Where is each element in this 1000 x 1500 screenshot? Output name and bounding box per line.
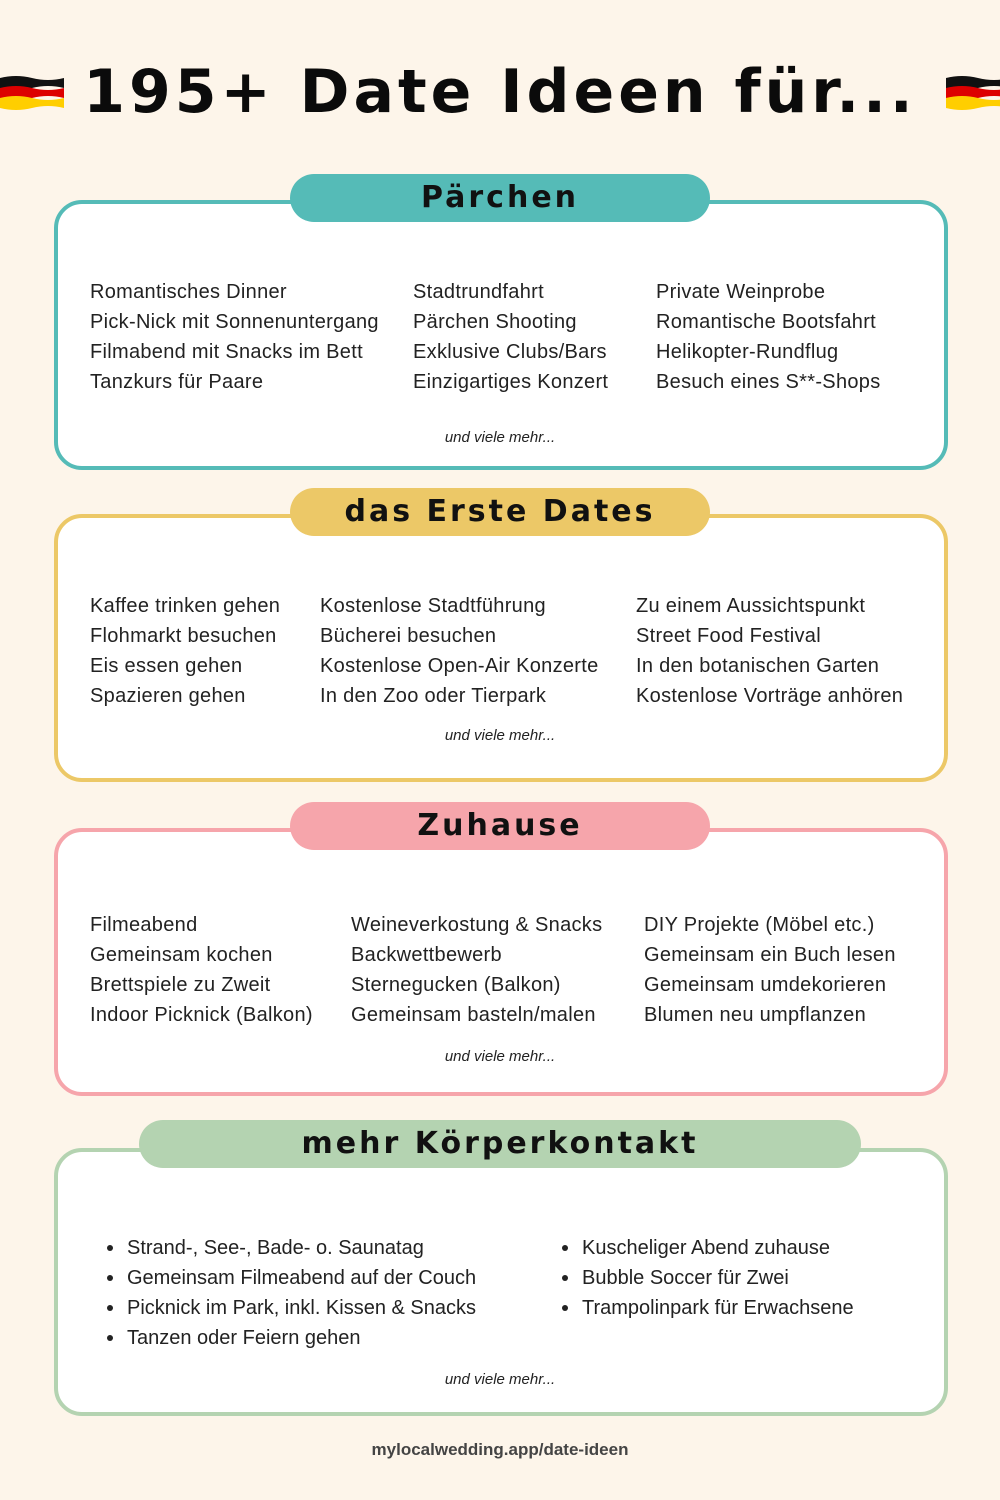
bullet-item: Kuscheliger Abend zuhause xyxy=(582,1233,830,1263)
more-label: und viele mehr... xyxy=(444,429,556,446)
list-item: Eis essen gehen xyxy=(90,655,243,677)
footer-url[interactable]: mylocalwedding.app/date-ideen xyxy=(371,1440,629,1459)
list-item: Romantische Bootsfahrt xyxy=(656,311,877,333)
bullet-item: Strand-, See-, Bade- o. Saunatag xyxy=(127,1233,424,1263)
section-title-paerchen: Pärchen xyxy=(290,174,710,222)
section-title-erste-dates: das Erste Dates xyxy=(290,488,710,536)
list-item: Kaffee trinken gehen xyxy=(90,595,281,617)
list-item: Sternegucken (Balkon) xyxy=(351,974,561,996)
list-item: Besuch eines S**-Shops xyxy=(656,371,881,393)
list-item: In den botanischen Garten xyxy=(636,655,880,677)
list-item: Blumen neu umpflanzen xyxy=(644,1004,866,1026)
bullet-item: Tanzen oder Feiern gehen xyxy=(127,1323,361,1353)
list-item: Helikopter-Rundflug xyxy=(656,341,839,363)
list-item: Exklusive Clubs/Bars xyxy=(413,341,607,363)
list-item: Pärchen Shooting xyxy=(413,311,577,333)
list-item: Indoor Picknick (Balkon) xyxy=(90,1004,313,1026)
list-item: Gemeinsam kochen xyxy=(90,944,273,966)
section-title-koerperkontakt: mehr Körperkontakt xyxy=(139,1120,861,1168)
list-item: Stadtrundfahrt xyxy=(413,281,544,303)
list-item: Gemeinsam basteln/malen xyxy=(351,1004,596,1026)
list-item: Private Weinprobe xyxy=(656,281,826,303)
more-label: und viele mehr... xyxy=(444,1371,556,1388)
list-item: Backwettbewerb xyxy=(351,944,502,966)
list-item: Gemeinsam umdekorieren xyxy=(644,974,887,996)
bullet-item: Bubble Soccer für Zwei xyxy=(582,1263,789,1293)
more-label: und viele mehr... xyxy=(444,1048,556,1065)
more-label: und viele mehr... xyxy=(444,727,556,744)
list-item: Kostenlose Open-Air Konzerte xyxy=(320,655,599,677)
list-item: Weineverkostung & Snacks xyxy=(351,914,603,936)
list-item: Filmeabend xyxy=(90,914,198,936)
list-item: Einzigartiges Konzert xyxy=(413,371,609,393)
page-title: 195+ Date Ideen für... xyxy=(83,57,917,127)
list-item: Brettspiele zu Zweit xyxy=(90,974,271,996)
list-item: In den Zoo oder Tierpark xyxy=(320,685,547,707)
list-item: Pick-Nick mit Sonnenuntergang xyxy=(90,311,379,333)
list-item: DIY Projekte (Möbel etc.) xyxy=(644,914,875,936)
bullet-item: Trampolinpark für Erwachsene xyxy=(582,1293,854,1323)
bullet-item: Gemeinsam Filmeabend auf der Couch xyxy=(127,1263,476,1293)
bullet-item: Picknick im Park, inkl. Kissen & Snacks xyxy=(127,1293,476,1323)
list-item: Bücherei besuchen xyxy=(320,625,497,647)
list-item: Flohmarkt besuchen xyxy=(90,625,277,647)
list-item: Street Food Festival xyxy=(636,625,821,647)
list-item: Filmabend mit Snacks im Bett xyxy=(90,341,363,363)
list-item: Romantisches Dinner xyxy=(90,281,287,303)
list-item: Kostenlose Vorträge anhören xyxy=(636,685,904,707)
list-item: Zu einem Aussichtspunkt xyxy=(636,595,866,617)
section-title-zuhause: Zuhause xyxy=(290,802,710,850)
list-item: Gemeinsam ein Buch lesen xyxy=(644,944,896,966)
list-item: Spazieren gehen xyxy=(90,685,246,707)
list-item: Kostenlose Stadtführung xyxy=(320,595,546,617)
list-item: Tanzkurs für Paare xyxy=(90,371,264,393)
